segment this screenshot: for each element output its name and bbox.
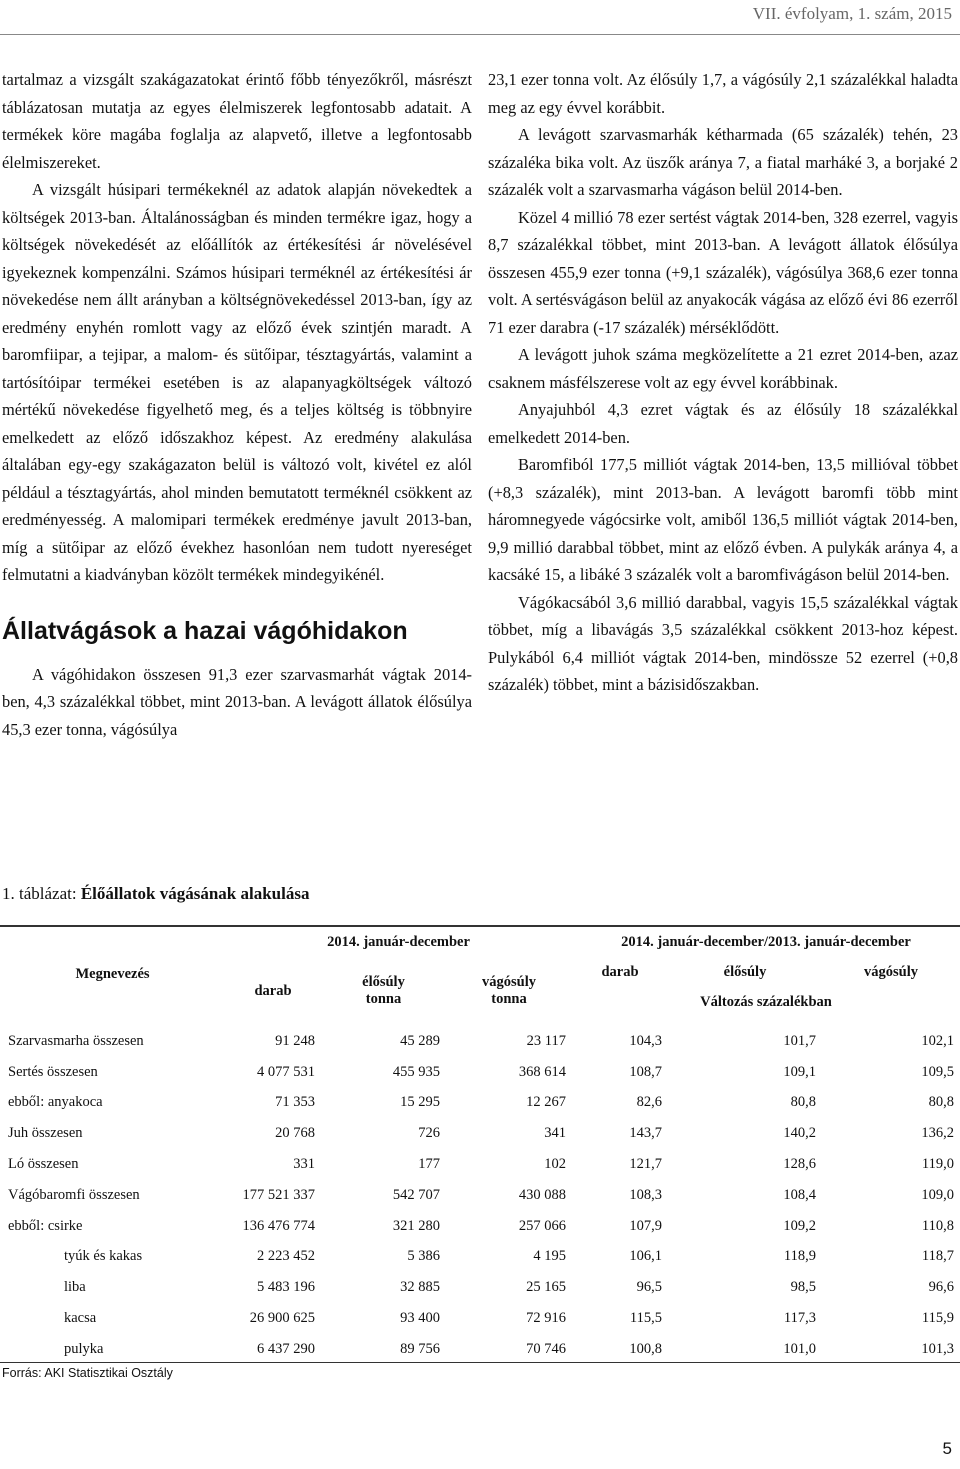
table-row bbox=[0, 1026, 960, 1057]
row-elosuly: 89 756 bbox=[400, 1340, 440, 1357]
table-body bbox=[0, 1026, 960, 1365]
row-name: ebből: anyakoca bbox=[8, 1094, 103, 1111]
row-change-vagosuly: 101,3 bbox=[921, 1340, 954, 1357]
row-darab: 26 900 625 bbox=[249, 1310, 315, 1327]
right-paragraph-6: Baromfiból 177,5 milliót vágtak 2014-ben, 13,5 millióval többet (+8,3 százalék), mint 2013-ban. A levágott baromfi több mint háromnegyede vágócsirke volt, amiből 136,5 milliót vágtak 2014-ben, 9,9 millió darabbal többet, mint az előző évben. A pulykák aránya 4, a kacsáké 15, a libáké 3 százalék volt a baromfivágáson belül 2014-ben. bbox=[488, 455, 958, 584]
row-change-darab: 108,3 bbox=[629, 1186, 662, 1203]
table-row bbox=[0, 1149, 960, 1180]
left-paragraph-1: tartalmaz a vizsgált szakágazatokat érintő főbb tényezőkről, másrészt táblázatosan mutatja az egyes élelmiszerek legfontosabb adatait. A termékek köre magába foglalja az alapvető, illetve a legfontosabb élelmiszereket. bbox=[2, 70, 472, 172]
table-row bbox=[0, 1088, 960, 1119]
group-header-2014: 2014. január-december bbox=[327, 933, 470, 950]
row-name: Szarvasmarha összesen bbox=[8, 1032, 144, 1049]
row-darab: 20 768 bbox=[275, 1125, 315, 1142]
row-change-elosuly: 109,2 bbox=[783, 1217, 816, 1234]
row-change-darab: 143,7 bbox=[629, 1125, 662, 1142]
row-darab: 91 248 bbox=[275, 1032, 315, 1049]
right-paragraph-2: A levágott szarvasmarhák kétharmada (65 százalék) tehén, 23 százaléka bika volt. Az üszők aránya 7, a fiatal marháké 3, a borjaké 2 százalék volt a szarvasmarha vágáson belül 2014-ben. bbox=[488, 125, 958, 199]
row-name: Vágóbaromfi összesen bbox=[8, 1186, 140, 1203]
row-vagosuly: 25 165 bbox=[526, 1279, 566, 1296]
left-paragraph-2: A vizsgált húsipari termékeknél az adatok alapján növekedtek a költségek 2013-ban. Általánosságban és minden termékre igaz, hogy a költségek növekedését az előállítók az értékesítési ár növelésével igyekeznek kompenzálni. Számos húsipari terméknél az értékesítési ár növekedése nem állt arányban a költségnövekedéssel 2013-ban, így az eredmény enyhén romlott vagy az előző évek szintjén maradt. A baromfiipar, a tejipar, a malom- és sütőipar, tésztagyártás, valamint a tartósítóipar termékei esetében is az alapanyagköltségek változó mértékű növekedése figyelhető meg, és a teljes költség is többnyire emelkedett az előző időszakhoz képest. Az eredmény alakulása általában egy-egy szakágazaton belül is változó volt, kivétel ez alól például a tésztagyártás, ahol minden bemutatott terméknél csökkent az eredményesség. A malomipari termékek eredménye javult 2013-ban, míg a sütőipar az előző évekhez hasonlóan nem tudott nyereséget felmutatni a kiadványban közölt termékek mindegyikénél. bbox=[2, 180, 472, 584]
row-change-darab: 82,6 bbox=[636, 1094, 662, 1111]
right-paragraph-3: Közel 4 millió 78 ezer sertést vágtak 2014-ben, 328 ezerrel, vagyis 8,7 százalékkal többet, mint 2013-ban. A levágott állatok élősúlya összesen 455,9 ezer tonna (+9,1 százalék), vágósúlya 368,6 ezer tonna volt. A sertésvágáson belül az anyakocák vágása az előző évi 86 ezerről 71 ezer darabra (-17 százalék) mérséklődött. bbox=[488, 207, 958, 337]
table-bottom-rule bbox=[0, 1362, 960, 1363]
row-name: pulyka bbox=[64, 1340, 104, 1357]
col-header-vagosuly-label: vágósúly bbox=[482, 974, 536, 990]
row-name: tyúk és kakas bbox=[64, 1248, 143, 1265]
table-caption-title: Élőállatok vágásának alakulása bbox=[80, 884, 310, 903]
row-change-vagosuly: 80,8 bbox=[928, 1094, 954, 1111]
col-header-change-darab: darab bbox=[601, 964, 639, 980]
row-name: Ló összesen bbox=[8, 1156, 79, 1173]
row-change-vagosuly: 102,1 bbox=[921, 1032, 954, 1049]
row-change-darab: 121,7 bbox=[629, 1156, 662, 1173]
row-darab: 177 521 337 bbox=[242, 1186, 315, 1203]
table-row bbox=[0, 1118, 960, 1149]
row-elosuly: 5 386 bbox=[407, 1248, 440, 1265]
row-change-darab: 108,7 bbox=[629, 1063, 662, 1080]
row-darab: 331 bbox=[293, 1156, 315, 1173]
row-darab: 136 476 774 bbox=[242, 1217, 315, 1234]
row-name: kacsa bbox=[64, 1310, 97, 1327]
row-change-vagosuly: 118,7 bbox=[921, 1248, 954, 1265]
table-row bbox=[0, 1334, 960, 1365]
page-header bbox=[0, 0, 960, 34]
row-change-darab: 115,5 bbox=[629, 1310, 662, 1327]
row-name: Juh összesen bbox=[8, 1125, 83, 1142]
table-caption-prefix: 1. táblázat: bbox=[2, 884, 81, 903]
row-change-elosuly: 117,3 bbox=[783, 1310, 816, 1327]
table-caption bbox=[2, 884, 309, 904]
right-paragraph-7: Vágókacsából 3,6 millió darabbal, vagyis 15,5 százalékkal vágtak többet, míg a libavágás 3,5 százalékkal csökkent 2013-hoz képest. Pulykából 6,4 milliót vágtak 2014-ben, mindössze 52 ezerrel (+0,8 százalék) többet, mint a bázisidőszakban. bbox=[488, 592, 958, 694]
col-header-name: Megnevezés bbox=[75, 966, 150, 982]
row-vagosuly: 368 614 bbox=[518, 1063, 566, 1080]
row-change-vagosuly: 136,2 bbox=[921, 1125, 954, 1142]
row-vagosuly: 72 916 bbox=[526, 1310, 566, 1327]
col-header-elosuly bbox=[321, 956, 446, 1026]
table-row bbox=[0, 1242, 960, 1273]
table-source: Forrás: AKI Statisztikai Osztály bbox=[2, 1366, 173, 1380]
slaughter-table bbox=[0, 928, 960, 1365]
row-vagosuly: 12 267 bbox=[526, 1094, 566, 1111]
row-change-elosuly: 128,6 bbox=[783, 1156, 816, 1173]
left-column bbox=[2, 66, 472, 743]
left-paragraph-3: A vágóhidakon összesen 91,3 ezer szarvasmarhát vágtak 2014-ben, 4,3 százalékkal többet, mint 2013-ban. A levágott állatok élősúlya 45,3 ezer tonna, vágósúlya bbox=[2, 664, 472, 739]
row-elosuly: 32 885 bbox=[400, 1279, 440, 1296]
row-change-elosuly: 140,2 bbox=[783, 1125, 816, 1142]
row-change-vagosuly: 109,0 bbox=[921, 1186, 954, 1203]
row-change-darab: 107,9 bbox=[629, 1217, 662, 1234]
row-change-vagosuly: 96,6 bbox=[928, 1279, 954, 1296]
row-change-elosuly: 108,4 bbox=[783, 1186, 816, 1203]
right-paragraph-1: 23,1 ezer tonna volt. Az élősúly 1,7, a vágósúly 2,1 százalékkal haladta meg az egy évvel korábbit. bbox=[488, 70, 958, 117]
table-row bbox=[0, 1211, 960, 1242]
row-name: ebből: csirke bbox=[8, 1217, 83, 1234]
row-change-vagosuly: 119,0 bbox=[921, 1156, 954, 1173]
right-paragraph-4: A levágott juhok száma megközelítette a 21 ezret 2014-ben, azaz csaknem másfélszerese volt az egy évvel korábbinak. bbox=[488, 345, 958, 392]
row-change-vagosuly: 110,8 bbox=[921, 1217, 954, 1234]
row-change-darab: 100,8 bbox=[629, 1340, 662, 1357]
row-vagosuly: 102 bbox=[544, 1156, 566, 1173]
row-change-darab: 106,1 bbox=[629, 1248, 662, 1265]
right-column bbox=[488, 66, 958, 699]
row-change-vagosuly: 115,9 bbox=[921, 1310, 954, 1327]
right-paragraph-5: Anyajuhból 4,3 ezret vágtak és az élősúly 18 százalékkal emelkedett 2014-ben. bbox=[488, 400, 958, 447]
group-header-change: 2014. január-december/2013. január-december bbox=[621, 933, 911, 950]
row-change-elosuly: 101,0 bbox=[783, 1340, 816, 1357]
table-row bbox=[0, 1180, 960, 1211]
row-change-elosuly: 80,8 bbox=[790, 1094, 816, 1111]
col-header-elosuly-unit: tonna bbox=[365, 991, 402, 1007]
row-vagosuly: 23 117 bbox=[526, 1032, 566, 1049]
section-heading: Állatvágások a hazai vágóhidakon bbox=[2, 616, 408, 645]
col-header-elosuly-label: élősúly bbox=[362, 974, 405, 990]
row-elosuly: 542 707 bbox=[392, 1186, 440, 1203]
row-elosuly: 15 295 bbox=[400, 1094, 440, 1111]
row-name: liba bbox=[64, 1279, 86, 1296]
row-vagosuly: 257 066 bbox=[518, 1217, 566, 1234]
row-change-elosuly: 98,5 bbox=[790, 1279, 816, 1296]
row-darab: 5 483 196 bbox=[257, 1279, 315, 1296]
col-header-change-elosuly: élősúly bbox=[723, 964, 767, 980]
row-elosuly: 177 bbox=[418, 1156, 440, 1173]
row-change-darab: 96,5 bbox=[636, 1279, 662, 1296]
issue-label: VII. évfolyam, 1. szám, 2015 bbox=[752, 4, 952, 23]
col-header-vagosuly bbox=[446, 956, 572, 1026]
row-elosuly: 45 289 bbox=[400, 1032, 440, 1049]
header-rule bbox=[0, 34, 960, 35]
col-header-darab: darab bbox=[254, 982, 292, 999]
table-row bbox=[0, 1057, 960, 1088]
change-unit-label: Változás százalékban bbox=[700, 994, 832, 1010]
row-elosuly: 455 935 bbox=[392, 1063, 440, 1080]
row-elosuly: 726 bbox=[418, 1125, 440, 1142]
table-top-rule bbox=[0, 925, 960, 927]
row-vagosuly: 4 195 bbox=[533, 1248, 566, 1265]
row-change-elosuly: 109,1 bbox=[783, 1063, 816, 1080]
row-darab: 4 077 531 bbox=[257, 1063, 315, 1080]
row-elosuly: 321 280 bbox=[392, 1217, 440, 1234]
row-darab: 2 223 452 bbox=[257, 1248, 315, 1265]
row-name: Sertés összesen bbox=[8, 1063, 98, 1080]
row-darab: 71 353 bbox=[275, 1094, 315, 1111]
row-change-elosuly: 118,9 bbox=[783, 1248, 816, 1265]
col-header-change-vagosuly: vágósúly bbox=[864, 964, 918, 980]
row-vagosuly: 430 088 bbox=[518, 1186, 566, 1203]
row-change-vagosuly: 109,5 bbox=[921, 1063, 954, 1080]
row-vagosuly: 341 bbox=[544, 1125, 566, 1142]
table-row bbox=[0, 1272, 960, 1303]
row-change-elosuly: 101,7 bbox=[783, 1032, 816, 1049]
page-number: 5 bbox=[942, 1439, 952, 1458]
row-vagosuly: 70 746 bbox=[526, 1340, 566, 1357]
table-row bbox=[0, 1303, 960, 1334]
row-elosuly: 93 400 bbox=[400, 1310, 440, 1327]
row-darab: 6 437 290 bbox=[257, 1340, 315, 1357]
col-header-vagosuly-unit: tonna bbox=[491, 991, 527, 1007]
row-change-darab: 104,3 bbox=[629, 1032, 662, 1049]
